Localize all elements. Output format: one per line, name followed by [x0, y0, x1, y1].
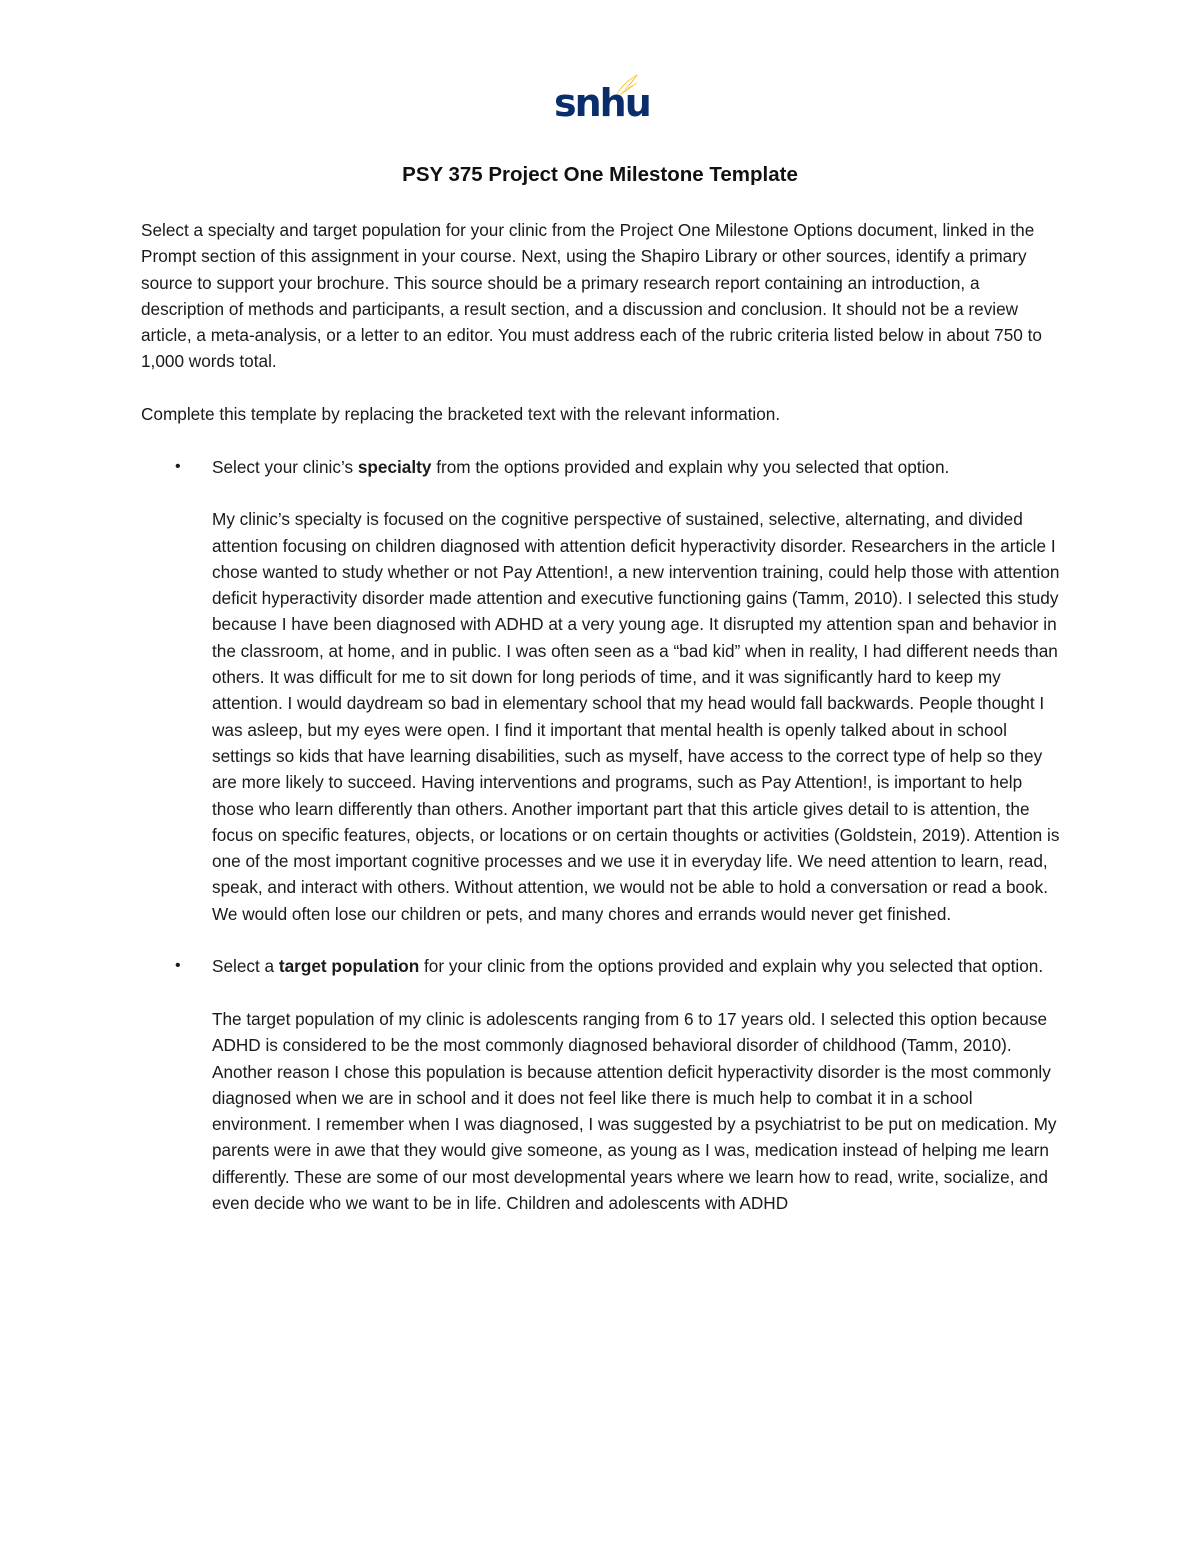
intro-paragraph: Select a specialty and target population for your clinic from the Project One Milestone Options document, linked in the Prompt section of this assignment in your course. Next, using the Shapiro Library or other sources, identify a primary source to support your brochure. This source should be a primary research report containing an introduction, a description of methods and participants, a result section, and a discussion and conclusion. It should not be a review article, a meta-analysis, or a letter to an editor. You must address each of the rubric criteria listed below in about 750 to 1,000 words total. [141, 220, 1042, 372]
answer-target-population: The target population of my clinic is adolescents ranging from 6 to 17 years old. I selected this option because ADHD is considered to be the most commonly diagnosed behavioral disorder of childhood (Tamm, 2010). Another reason I chose this population is because attention deficit hyperactivity disorder is the most commonly diagnosed when we are in school and it does not feel like there is much help to combat it in a school environment. I remember when I was diagnosed, I was suggested by a psychiatrist to be put on medication. My parents were in awe that they would give someone, as young as I was, medication instead of helping me learn differently. These are some of our most developmental years where we learn how to read, write, socialize, and even decide who we want to be in life. Children and adolescents with ADHD [212, 1008, 1057, 1213]
prompt-suffix: for your clinic from the options provided and explain why you selected that option. [419, 956, 1044, 977]
prompt-suffix: from the options provided and explain why you selected that option. [431, 456, 950, 477]
page-title: PSY 375 Project One Milestone Template [402, 163, 798, 186]
bullet-item-specialty [141, 454, 1061, 480]
answer-specialty: My clinic’s specialty is focused on the cognitive perspective of sustained, selective, alternating, and divided attention focusing on children diagnosed with attention deficit hyperactivity disorder. Researchers in the article I chose wanted to study whether or not Pay Attention!, a new intervention training, could help those with attention deficit hyperactivity disorder made attention and executive functioning gains (Tamm, 2010). I selected this study because I have been diagnosed with ADHD at a very young age. It disrupted my attention span and behavior in the classroom, at home, and in public. I was often seen as a “bad kid” when in reality, I had different needs than others. It was difficult for me to sit down for long periods of time, and it was significantly hard to keep my attention. I would daydream so bad in elementary school that my head would fall backwards. People thought I was asleep, but my eyes were open. I find it important that mental health is openly talked about in school settings so kids that have learning disabilities, such as myself, have access to the correct type of help so they are more likely to succeed. Having interventions and programs, such as Pay Attention!, is important to help those who learn differently than others. Another important part that this article gives detail to is attention, the focus on specific features, objects, or locations or on certain thoughts or activities (Goldstein, 2019). Attention is one of the most important cognitive processes and we use it in everyday life. We need attention to learn, read, speak, and interact with others. Without attention, we would not be able to hold a conversation or read a book. We would often lose our children or pets, and many chores and errands would never get finished. [212, 509, 1060, 924]
logo-wordmark: snhu [554, 81, 650, 125]
bullet-item-target-population [141, 953, 1061, 979]
bullet-icon: • [175, 957, 181, 975]
bullet-icon: • [175, 457, 181, 475]
prompt-target-population [212, 953, 1061, 979]
prompt-prefix: Select a [212, 956, 279, 977]
document-body [141, 217, 1061, 1216]
prompt-keyword: specialty [357, 456, 432, 477]
prompt-prefix: Select your clinic’s [212, 456, 358, 477]
prompt-keyword: target population [278, 956, 420, 977]
snhu-logo [554, 72, 650, 134]
prompt-specialty [212, 454, 1061, 480]
instruction-paragraph: Complete this template by replacing the bracketed text with the relevant information. [141, 404, 781, 425]
